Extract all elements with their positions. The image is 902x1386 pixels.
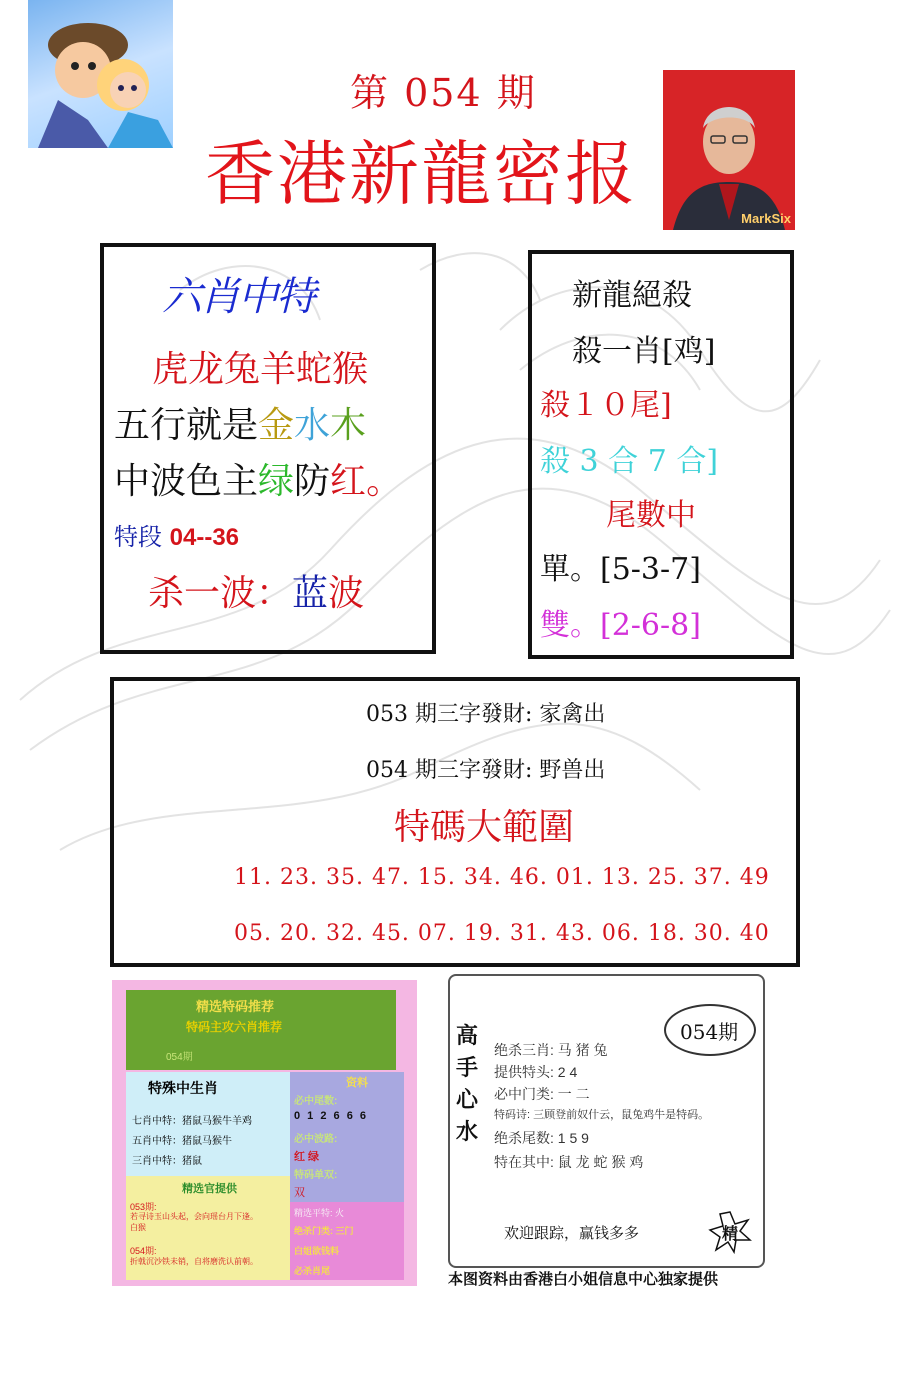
single-tails: 單。[5-3-7] xyxy=(540,552,701,587)
dragon-kill-box xyxy=(528,250,794,659)
poem-053: 若寻诗玉山头起，会向瑶台月下逢。 xyxy=(130,1212,258,1221)
kill-zodiac: 殺一肖[鸡] xyxy=(572,334,716,369)
kill-tail: 殺１０尾] xyxy=(540,388,672,423)
footer-credit: 本图资料由香港白小姐信息中心独家提供 xyxy=(448,1271,719,1288)
wave-mid: 防 xyxy=(294,461,331,502)
six-zodiac-box xyxy=(100,243,436,654)
expert-door: 必中门类: 一 二 xyxy=(494,1086,590,1102)
recommend-panel xyxy=(112,980,417,1286)
wave-suffix: 。 xyxy=(366,461,403,502)
wave-label: 必中波路: xyxy=(294,1134,338,1145)
wuxing-water: 水 xyxy=(294,405,331,446)
expert-side-title: 高手心水 xyxy=(456,1023,479,1145)
special-range-line xyxy=(114,517,239,552)
wuxing-prefix: 五行就是 xyxy=(114,405,259,446)
double-tails: 雙。[2-6-8] xyxy=(540,608,701,643)
page-title: 香港新龍密报 xyxy=(205,133,637,215)
poem-block xyxy=(126,1176,290,1280)
special-label: 特段 xyxy=(114,523,162,551)
flat-label: 精选平特: 火 xyxy=(294,1208,345,1218)
poem-title: 精选官提供 xyxy=(182,1183,237,1195)
jing-stamp-text: 精 xyxy=(722,1224,739,1243)
poem-054: 折戟沉沙铁未销，自将磨洗认前朝。 xyxy=(130,1257,258,1266)
expert-kill-three: 绝杀三肖: 马 猪 兔 xyxy=(494,1042,608,1058)
zodiac-special-title: 特殊中生肖 xyxy=(148,1080,218,1096)
expert-kill-tail: 绝杀尾数: 1 5 9 xyxy=(494,1130,589,1146)
panel-top-banner xyxy=(126,990,396,1070)
issue-bubble-text: 054期 xyxy=(680,1020,739,1044)
special-value: 04--36 xyxy=(169,524,240,551)
seven-zodiac: 七肖中特：猪鼠马猴牛羊鸡 xyxy=(132,1116,252,1127)
three-zodiac: 三肖中特：猪鼠 xyxy=(132,1156,202,1167)
expert-head: 提供特头: 2 4 xyxy=(494,1064,578,1080)
tail-heading: 尾數中 xyxy=(606,498,696,533)
six-zodiac-heading: 六肖中特 xyxy=(162,274,314,320)
cartoon-illustration xyxy=(28,0,173,148)
expert-panel xyxy=(448,974,765,1268)
expert-within: 特在其中: 鼠 龙 蛇 猴 鸡 xyxy=(494,1154,644,1170)
range-numbers-1: 11. 23. 35. 47. 15. 34. 46. 01. 13. 25. 37. 49 xyxy=(234,865,770,890)
side-extra-block xyxy=(290,1202,404,1280)
dragon-kill-heading: 新龍絕殺 xyxy=(572,278,692,313)
panel-top-title: 精选特码推荐 xyxy=(196,999,275,1014)
oddeven-label: 特码单双: xyxy=(294,1170,338,1181)
sale-label: 必杀肖尾 xyxy=(294,1266,331,1276)
tail-values: 0 1 2 6 6 6 xyxy=(294,1110,368,1122)
wave-green: 绿 xyxy=(258,461,295,502)
issue-number: 第 054 期 xyxy=(350,71,537,115)
poem-053-answer: 白猴 xyxy=(130,1223,146,1232)
poem-054-label: 054期: xyxy=(130,1246,157,1256)
wave-line xyxy=(114,453,402,504)
special-range-box xyxy=(110,677,800,967)
expert-welcome: 欢迎跟踪，赢钱多多 xyxy=(504,1225,640,1242)
wuxing-metal: 金 xyxy=(258,405,295,446)
oddeven-value: 双 xyxy=(294,1187,305,1199)
kill-wave-line xyxy=(148,565,364,616)
side-data-block xyxy=(290,1072,404,1202)
range-title: 特碼大範圍 xyxy=(394,807,575,848)
photo-brand-logo: MarkSix xyxy=(741,211,791,226)
kill-he: 殺 3 合 7 合] xyxy=(540,444,719,479)
range-numbers-2: 05. 20. 32. 45. 07. 19. 31. 43. 06. 18. 30. 40 xyxy=(234,921,770,946)
jing-stamp-icon xyxy=(708,1210,752,1254)
panel-issue-tag: 054期 xyxy=(166,1052,193,1063)
side-data-label: 资料 xyxy=(346,1077,368,1089)
kill-wave-end: 波 xyxy=(328,573,365,614)
poem-053-label: 053期: xyxy=(130,1202,157,1212)
host-photo xyxy=(663,70,795,230)
five-zodiac: 五肖中特：猪鼠马猴牛 xyxy=(132,1136,232,1147)
issue-bubble xyxy=(664,1004,756,1056)
kill-wave-prefix: 杀一波： xyxy=(148,573,293,614)
wave-red: 红 xyxy=(330,461,367,502)
wave-prefix: 中波色主 xyxy=(114,461,259,502)
kill-wave-blue: 蓝 xyxy=(292,573,329,614)
zodiac-special-block xyxy=(126,1072,290,1176)
wuxing-wood: 木 xyxy=(330,405,367,446)
three-char-053: 053 期三字發財: 家禽出 xyxy=(366,702,606,727)
tail-label: 必中尾数: xyxy=(294,1096,338,1107)
three-char-054: 054 期三字發財: 野兽出 xyxy=(366,758,606,783)
expert-poem: 特码诗: 三顾登前奴什云，鼠兔鸡牛是特码。 xyxy=(494,1109,710,1121)
door-label: 绝杀门类: 三门 xyxy=(294,1226,354,1236)
wave-value: 红 绿 xyxy=(294,1151,320,1163)
wuxing-line xyxy=(114,397,366,448)
zodiac-list: 虎龙兔羊蛇猴 xyxy=(152,349,369,390)
combo-label: 白姐欲钱料 xyxy=(294,1246,340,1256)
panel-top-sub: 特码主攻六肖推荐 xyxy=(186,1020,283,1034)
